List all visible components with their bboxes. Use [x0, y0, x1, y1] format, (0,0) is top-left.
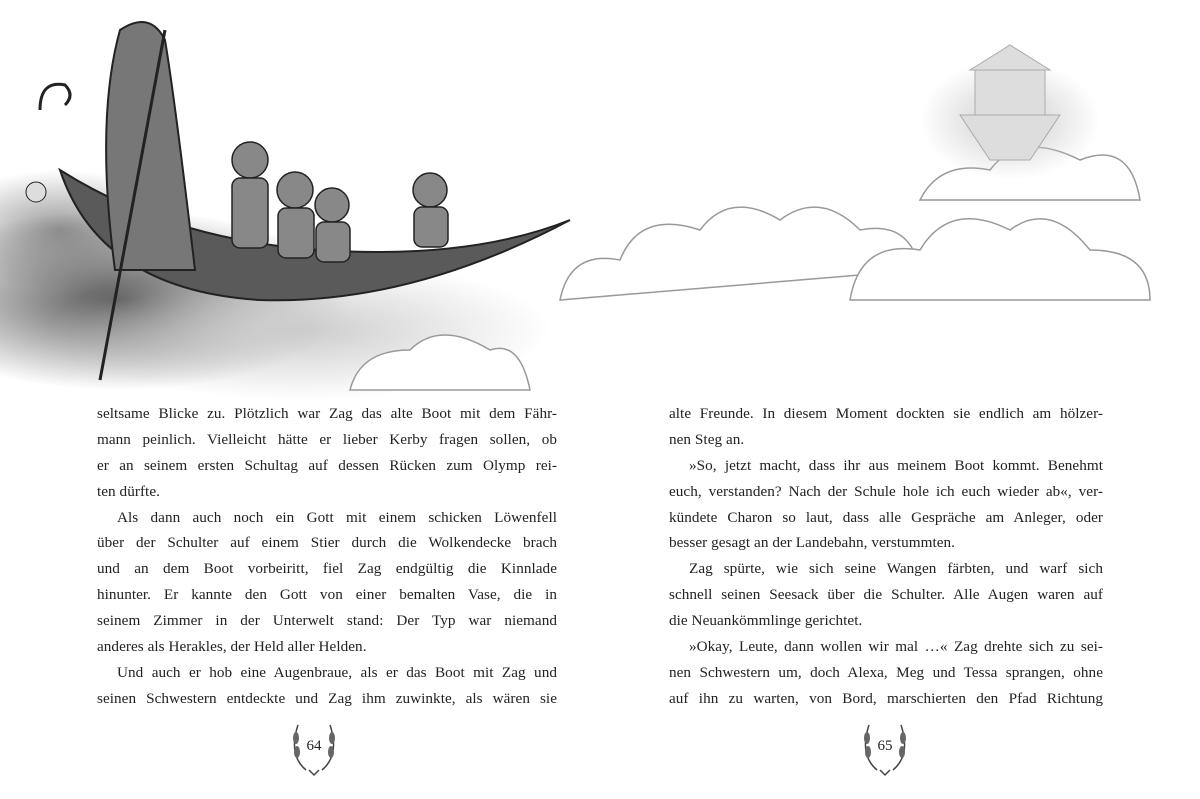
children: [232, 142, 448, 262]
text-line: kündete Charon so laut, dass alle Gespräche am Anleger, oder: [669, 508, 1103, 526]
text-line: Und auch er hob eine Augenbraue, als er das Boot mit Zag und: [117, 663, 557, 681]
text-line: Zag spürte, wie sich seine Wangen färbten, und warf sich: [689, 560, 1103, 578]
text-line: alte Freunde. In diesem Moment dockten sie endlich am hölzer-: [669, 405, 1103, 422]
text-line: über der Schulter auf einem Stier durch die Wolkendecke brach: [97, 534, 557, 552]
page-number-right: [855, 718, 915, 778]
text-line: »Okay, Leute, dann wollen wir mal …« Zag drehte sich zu sei-: [689, 638, 1103, 656]
lantern-hook-icon: [40, 84, 70, 110]
page-number: 64: [306, 738, 322, 754]
text-line: er an seinem ersten Schultag auf dessen Rücken zum Olymp rei-: [97, 456, 557, 474]
text-line: seltsame Blicke zu. Plötzlich war Zag das alte Boot mit dem Fähr-: [97, 405, 557, 422]
text-line: schnell seinen Seesack über die Schulter. Alle Augen waren auf: [669, 586, 1103, 604]
text-line: die Neuankömmlinge gerichtet.: [669, 612, 863, 630]
skull-icon: [26, 182, 46, 202]
text-line: ten dürfte.: [97, 482, 160, 500]
text-line: euch, verstanden? Nach der Schule hole ich euch wieder ab«, ver-: [669, 482, 1103, 500]
page-number: 65: [877, 738, 893, 754]
light-clouds: [350, 147, 1150, 390]
text-line: seinen Schwestern entdeckte und Zag ihm zuwinkte, als wären sie: [97, 689, 557, 707]
text-line: seinem Zimmer in der Unterwelt stand: Der Typ war niemand: [97, 612, 557, 630]
text-line: besser gesagt an der Landebahn, verstummten.: [669, 534, 956, 552]
page-number-left: [284, 718, 344, 778]
text-line: hinunter. Er kannte den Gott von einer bemalten Vase, die in: [97, 586, 557, 604]
text-line: nen Schwestern um, doch Alexa, Meg und Tessa sprangen, ohne: [669, 663, 1103, 681]
text-line: nen Steg an.: [669, 430, 745, 448]
text-line: anderes als Herakles, der Held aller Helden.: [97, 638, 367, 656]
text-line: mann peinlich. Vielleicht hätte er lieber Kerby fragen sollen, ob: [97, 430, 557, 448]
text-line: auf ihn zu warten, von Bord, marschierten den Pfad Richtung: [669, 689, 1103, 707]
text-line: »So, jetzt macht, dass ihr aus meinem Boot kommt. Benehmt: [689, 456, 1103, 474]
right-page-text: [669, 401, 1103, 712]
text-line: Als dann auch noch ein Gott mit einem schicken Löwenfell: [117, 508, 557, 526]
left-page-text: [97, 401, 557, 712]
text-line: und an dem Boot vorbeiritt, fiel Zag endgültig die Kinnlade: [97, 560, 557, 578]
